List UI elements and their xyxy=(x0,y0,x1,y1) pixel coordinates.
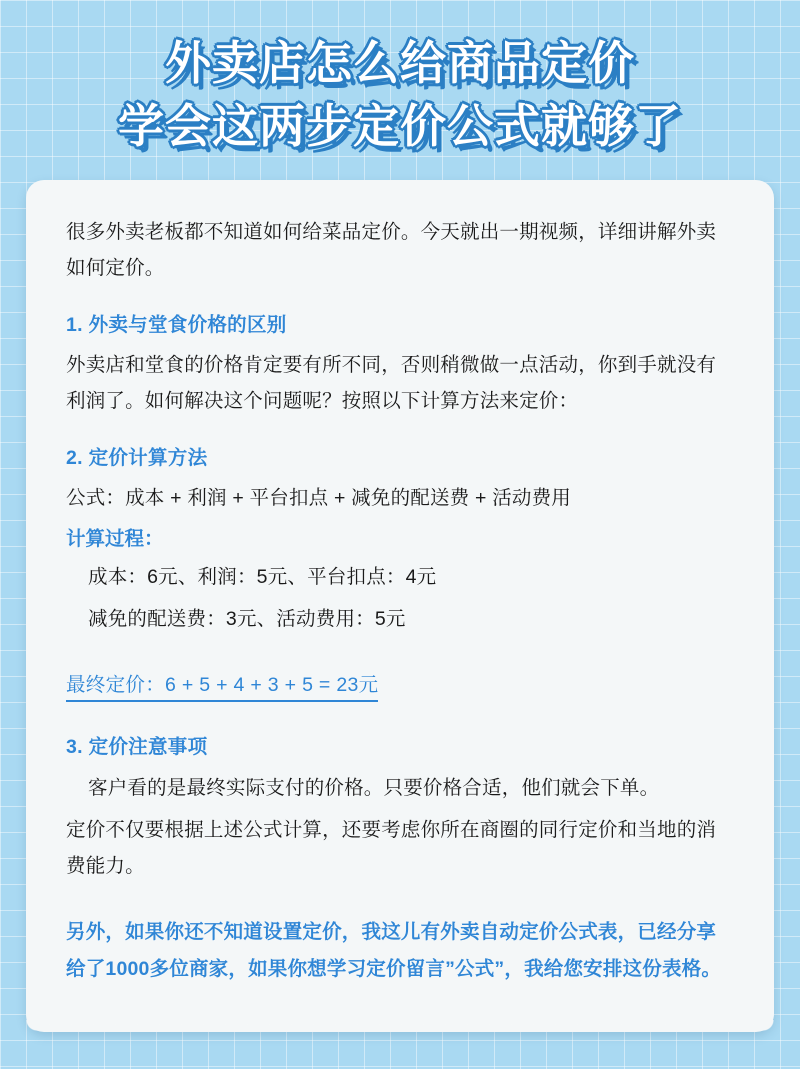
content-card xyxy=(26,180,774,1032)
section-3-heading: 3. 定价注意事项 xyxy=(66,736,208,759)
section-3-body-line-1: 客户看的是最终实际支付的价格。只要价格合适，他们就会下单。 xyxy=(88,776,660,799)
title-line-1: 外卖店怎么给商品定价 xyxy=(165,37,635,89)
content-card-wrapper xyxy=(26,180,774,1032)
section-2-heading: 2. 定价计算方法 xyxy=(66,447,208,470)
section-2-process-line-2: 减免的配送费：3元、活动费用：5元 xyxy=(88,608,406,631)
card-torn-edge xyxy=(26,1020,774,1042)
section-1-body: 外卖店和堂食的价格肯定要有所不同，否则稍微做一点活动，你到手就没有利润了。如何解决这个问题呢？按照以下计算方法来定价： xyxy=(66,353,717,413)
final-price-result: 最终定价：6 + 5 + 4 + 3 + 5 = 23元 xyxy=(66,669,378,702)
title-block xyxy=(26,28,774,170)
section-1-heading: 1. 外卖与堂食价格的区别 xyxy=(66,313,287,336)
section-2-process-line-1: 成本：6元、利润：5元、平台扣点：4元 xyxy=(88,566,437,589)
closing-paragraph: 另外，如果你还不知道设置定价，我这儿有外卖自动定价公式表，已经分享给了1000多位商家，如果你想学习定价留言”公式”，我给您安排这份表格。 xyxy=(66,920,722,980)
section-2-formula: 公式：成本 + 利润 + 平台扣点 + 减免的配送费 + 活动费用 xyxy=(66,487,571,510)
section-3-body-line-2: 定价不仅要根据上述公式计算，还要考虑你所在商圈的同行定价和当地的消费能力。 xyxy=(66,818,717,877)
section-2-process-label: 计算过程： xyxy=(66,528,164,551)
intro-paragraph: 很多外卖老板都不知道如何给菜品定价。今天就出一期视频，详细讲解外卖如何定价。 xyxy=(66,220,717,279)
title-line-2: 学会这两步定价公式就够了 xyxy=(118,99,682,152)
